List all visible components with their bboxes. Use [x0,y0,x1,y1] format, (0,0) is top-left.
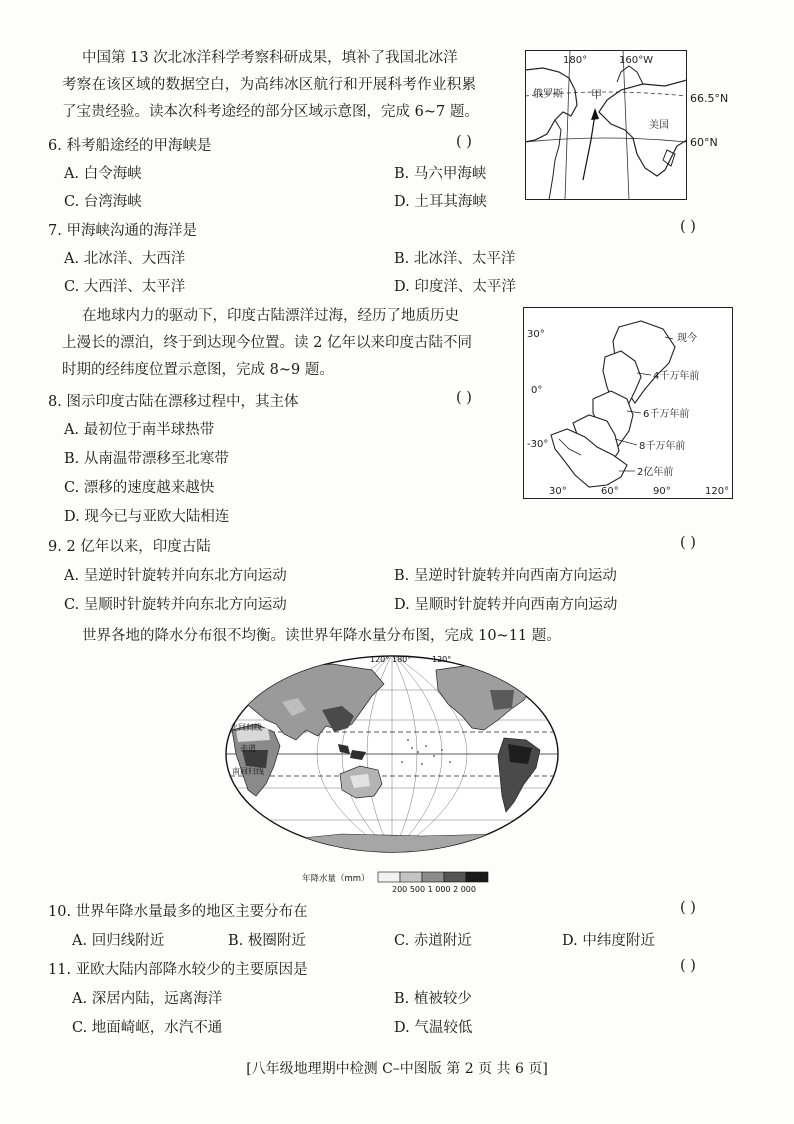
label-60my: 6千万年前 [643,409,690,420]
q7-option-c[interactable]: C. 大西洋、太平洋 [64,279,186,295]
label-tropic-north: 北回归线 [230,723,262,732]
q9-option-d[interactable]: D. 呈顺时针旋转并向西南方向运动 [394,597,618,613]
q10-option-b[interactable]: B. 极圈附近 [228,933,306,949]
q8-option-a[interactable]: A. 最初位于南半球热带 [64,422,215,438]
legend-values: 200 500 1 000 2 000 [392,885,476,894]
map1-lat2: 60°N [690,136,718,149]
q6-stem: 6. 科考船途经的甲海峡是 [48,138,212,154]
q10-stem: 10. 世界年降水量最多的地区主要分布在 [48,904,308,920]
label-equator: 赤道 [240,744,256,753]
q9-option-a[interactable]: A. 呈逆时针旋转并向东北方向运动 [64,568,287,584]
intro2-line3: 时期的经纬度位置示意图，完成 8~9 题。 [62,362,334,378]
q9-option-c[interactable]: C. 呈顺时针旋转并向东北方向运动 [64,597,287,613]
bering-strait-map [525,50,687,200]
label-russia: 俄罗斯 [533,89,563,100]
label-40my: 4千万年前 [653,371,700,382]
label-jia: 甲 [591,88,602,101]
q7-stem: 7. 甲海峡沟通的海洋是 [48,223,197,239]
map2-lat-30n: 30° [527,329,545,340]
q9-answer-paren[interactable]: ( ) [680,535,696,551]
intro3: 世界各地的降水分布很不均衡。读世界年降水量分布图，完成 10~11 题。 [82,628,561,644]
q11-option-a[interactable]: A. 深居内陆，远离海洋 [72,991,223,1007]
india-drift-map [523,307,733,499]
legend-title: 年降水量（mm） [302,874,370,884]
q7-option-a[interactable]: A. 北冰洋、大西洋 [64,251,186,267]
map2-lat-0: 0° [531,385,543,396]
q11-option-d[interactable]: D. 气温较低 [394,1020,473,1036]
q9-stem: 9. 2 亿年以来，印度古陆 [48,539,211,555]
q7-option-d[interactable]: D. 印度洋、太平洋 [394,279,516,295]
legend-swatches [378,872,488,882]
map3-lon-120e: 120° [370,655,390,664]
q10-option-c[interactable]: C. 赤道附近 [394,933,472,949]
intro2-line1: 在地球内力的驱动下，印度古陆漂洋过海，经历了地质历史 [82,308,459,324]
intro1-line1: 中国第 13 次北冰洋科学考察科研成果，填补了我国北冰洋 [82,50,458,66]
map2-lon-60: 60° [601,486,619,497]
q6-answer-paren[interactable]: ( ) [456,134,472,150]
label-tropic-south: 南回归线 [232,767,264,776]
world-precipitation-map [222,650,562,894]
map3-lon-180: 180° [392,655,412,664]
q8-stem: 8. 图示印度古陆在漂移过程中，其主体 [48,394,299,410]
label-200my: 2亿年前 [637,467,674,478]
q10-option-d[interactable]: D. 中纬度附近 [562,933,655,949]
q10-answer-paren[interactable]: ( ) [680,900,696,916]
q9-option-b[interactable]: B. 呈逆时针旋转并向西南方向运动 [394,568,617,584]
q11-stem: 11. 亚欧大陆内部降水较少的主要原因是 [48,962,308,978]
q8-option-b[interactable]: B. 从南温带漂移至北寒带 [64,451,229,467]
map3-lon-120w: 120° [432,655,452,664]
map2-lon-120: 120° [705,486,730,497]
map1-lon1: 180° [563,55,588,66]
q8-option-d[interactable]: D. 现今已与亚欧大陆相连 [64,509,230,525]
q7-answer-paren[interactable]: ( ) [680,219,696,235]
q10-option-a[interactable]: A. 回归线附近 [72,933,165,949]
map2-lat-30s: -30° [527,439,549,450]
q11-option-c[interactable]: C. 地面崎岖，水汽不通 [72,1020,223,1036]
label-usa: 美国 [649,120,669,131]
q8-answer-paren[interactable]: ( ) [456,390,472,406]
map2-lon-30: 30° [549,486,567,497]
intro1-line2: 考察在该区域的数据空白，为高纬冰区航行和开展科考作业积累 [62,77,477,93]
q7-option-b[interactable]: B. 北冰洋、太平洋 [394,251,516,267]
label-now: 现今 [677,333,697,344]
intro1-line3: 了宝贵经验。读本次科考途经的部分区域示意图，完成 6~7 题。 [62,104,479,120]
q6-option-c[interactable]: C. 台湾海峡 [64,194,142,210]
q11-answer-paren[interactable]: ( ) [680,958,696,974]
map1-lat1: 66.5°N [690,92,729,105]
q6-option-b[interactable]: B. 马六甲海峡 [394,166,487,182]
label-80my: 8千万年前 [639,441,686,452]
q8-option-c[interactable]: C. 漂移的速度越来越快 [64,480,215,496]
intro2-line2: 上漫长的漂泊，终于到达现今位置。读 2 亿年以来印度古陆不同 [62,335,472,351]
q6-option-a[interactable]: A. 白令海峡 [64,166,142,182]
page-footer: [八年级地理期中检测 C–中图版 第 2 页 共 6 页] [246,1061,548,1077]
map1-lon2: 160°W [619,55,653,66]
q6-option-d[interactable]: D. 土耳其海峡 [394,194,487,210]
map2-lon-90: 90° [653,486,671,497]
q11-option-b[interactable]: B. 植被较少 [394,991,472,1007]
